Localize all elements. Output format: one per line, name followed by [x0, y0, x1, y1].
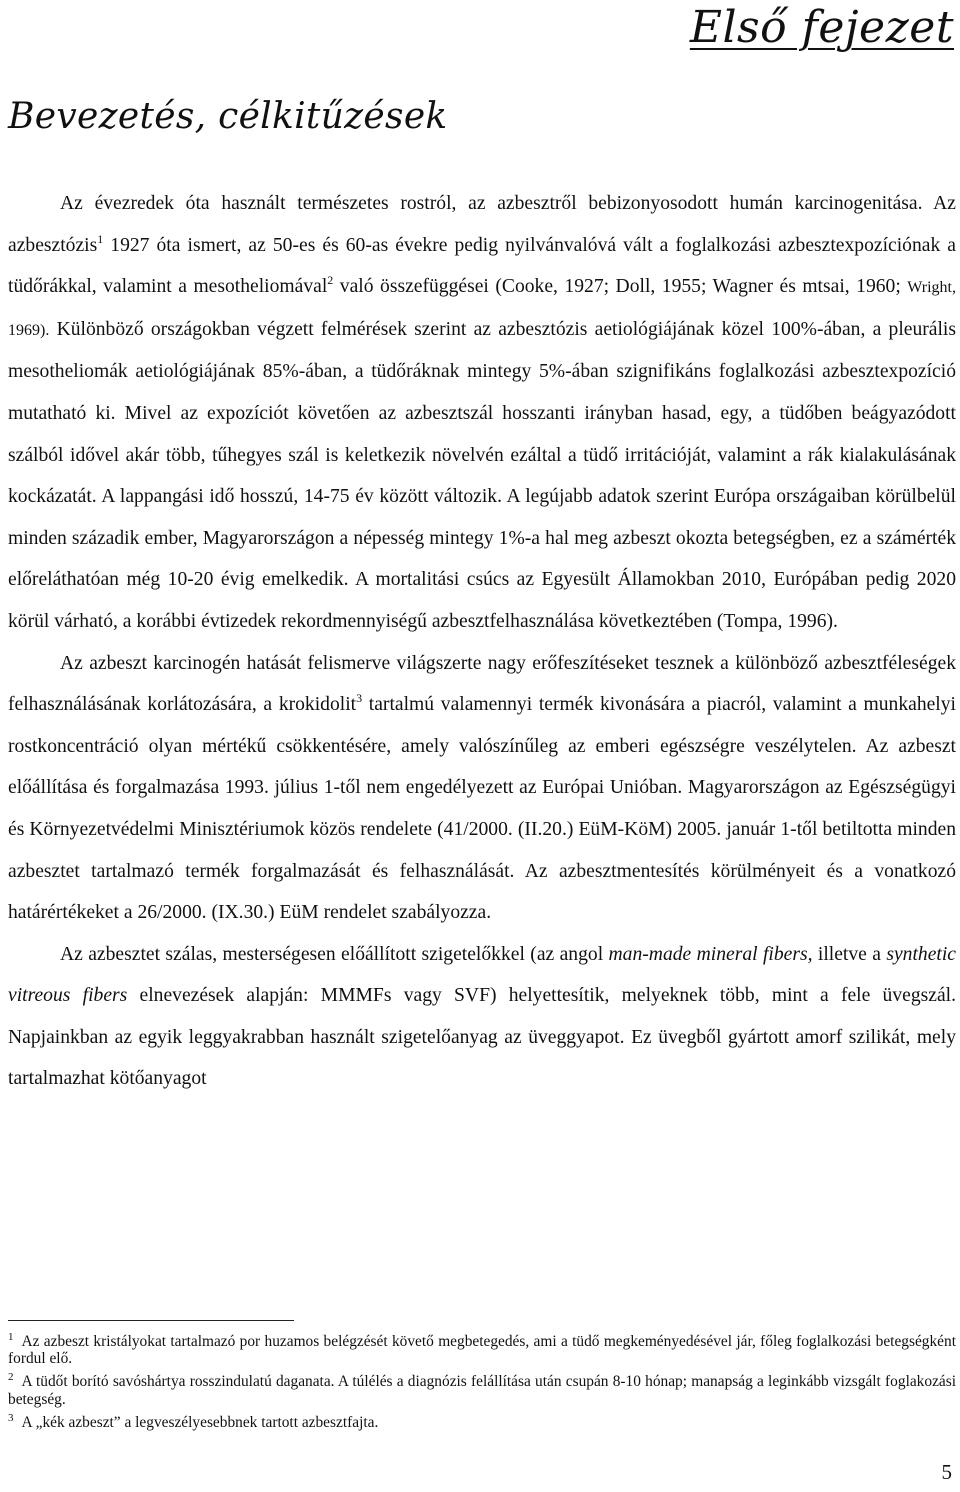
text-run: Az azbesztet szálas, mesterségesen előállított szigetelőkkel (az angol — [60, 943, 609, 965]
footnote — [8, 1373, 956, 1407]
text-run: Az évezredek óta használt természetes rostról, az azbesztről bebizonyosodott humán karcinogenitása. Az azbesztózis — [8, 193, 956, 256]
text-run: illetve a — [812, 943, 887, 965]
footnote-number: 1 — [8, 1331, 14, 1343]
footnote-ref-3: 3 — [356, 691, 363, 706]
text-run: elnevezések alapján: MMMFs vagy SVF) helyettesítik, melyeknek több, mint a fele üvegszál. Napjainkban az egyik leggyakrabban használt szigetelőanyag az üveggyapot. Ez üvegből gyártott amorf szilikát, mely tartalmazhat kötőanyagot — [8, 985, 956, 1090]
footnote-text: Az azbeszt kristályokat tartalmazó por huzamos belégzését követő megbetegedés, ami a tüdő megkeményedésével jár, főleg foglalkozási betegségként fordul elő. — [8, 1333, 956, 1368]
text-run: 1927 óta ismert, az 50-es és 60-as évekre pedig nyilvánvalóvá vált a foglalkozási azbesztexpozíciónak a tüdőrákkal, valamint a mesotheliomával — [8, 234, 956, 298]
footnotes — [8, 1333, 956, 1437]
footnote-divider — [8, 1320, 294, 1321]
footnote-number: 2 — [8, 1371, 14, 1384]
citation-wright: Wright, 1969). — [8, 279, 956, 339]
italic-term: synthetic vitreous fibers — [8, 943, 956, 1007]
page-number: 5 — [941, 1460, 952, 1484]
footnote-ref-2: 2 — [327, 273, 334, 288]
section-title: Bevezetés, célkitűzések — [8, 96, 448, 137]
paragraph — [8, 934, 956, 1100]
paragraph — [8, 643, 956, 934]
text-run: Az azbeszt karcinogén hatását felismerve világszerte nagy erőfeszítéseket tesznek a különböző azbesztféleségek felhasználásának korlátozására, a krokidolit — [8, 652, 956, 716]
body-text — [8, 183, 956, 1100]
chapter-title: Első fejezet — [689, 2, 954, 53]
footnote-number: 3 — [8, 1411, 14, 1424]
footnote-text: A „kék azbeszt” a legveszélyesebbnek tartott azbesztfajta. — [21, 1413, 379, 1431]
footnote-text: A tüdőt borító savóshártya rosszindulatú daganata. A túlélés a diagnózis felállítása után csupán 8-10 hónap; manapság a leginkább vizsgált foglakozási betegség. — [8, 1373, 956, 1408]
text-run: való összefüggései (Cooke, 1927; Doll, 1955; Wagner és mtsai, 1960; — [333, 276, 908, 298]
text-run: Különböző országokban végzett felmérések szerint az azbesztózis aetiológiájának közel 100%-ában, a pleurális mesotheliomák aetiológiájának 85%-ában, a tüdőráknak mintegy 5%-ában szignifikáns foglalkozási azbesztexpozíció mutatható ki. Mivel az expozíciót követően az azbesztszál hosszanti irányban hasad, egy, a tüdőben beágyazódott szálból idővel akár több, tűhegyes szál is keletkezik növelvén ezáltal a tüdő irritációját, valamint a rák kialakulásának kockázatát. A lappangási idő hosszú, 14-75 év között változik. A legújabb adatok szerint Európa országaiban körülbelül minden századik ember, Magyarországon a népesség mintegy 1%-a hal meg azbeszt okozta betegségben, ez a számérték előreláthatóan még 10-20 évig emelkedik. A mortalitási csúcs az Egyesült Államokban 2010, Európában pedig 2020 körül várható, a korábbi évtizedek rekordmennyiségű azbesztfelhasználása következtében (Tompa, 1996). — [8, 318, 956, 632]
footnote-ref-1: 1 — [97, 231, 104, 246]
footnote — [8, 1333, 956, 1367]
paragraph — [8, 183, 956, 643]
footnote — [8, 1411, 956, 1431]
italic-term: man-made mineral fibers, — [608, 943, 813, 965]
text-run: tartalmú valamennyi termék kivonására a piacról, valamint a munkahelyi rostkoncentráció olyan mértékű csökkentésére, amely valószínűleg az emberi egészségre veszélytelen. Az azbeszt előállítása és forgalmazása 1993. július 1-től nem engedélyezett az Európai Unióban. Magyarországon az Egészségügyi és Környezetvédelmi Minisztériumok közös rendelete (41/2000. (II.20.) EüM-KöM) 2005. január 1-től betiltotta minden azbesztet tartalmazó termék forgalmazását és felhasználását. Az azbesztmentesítés körülményeit és a vonatkozó határértékeket a 26/2000. (IX.30.) EüM rendelet szabályozza. — [8, 694, 956, 924]
